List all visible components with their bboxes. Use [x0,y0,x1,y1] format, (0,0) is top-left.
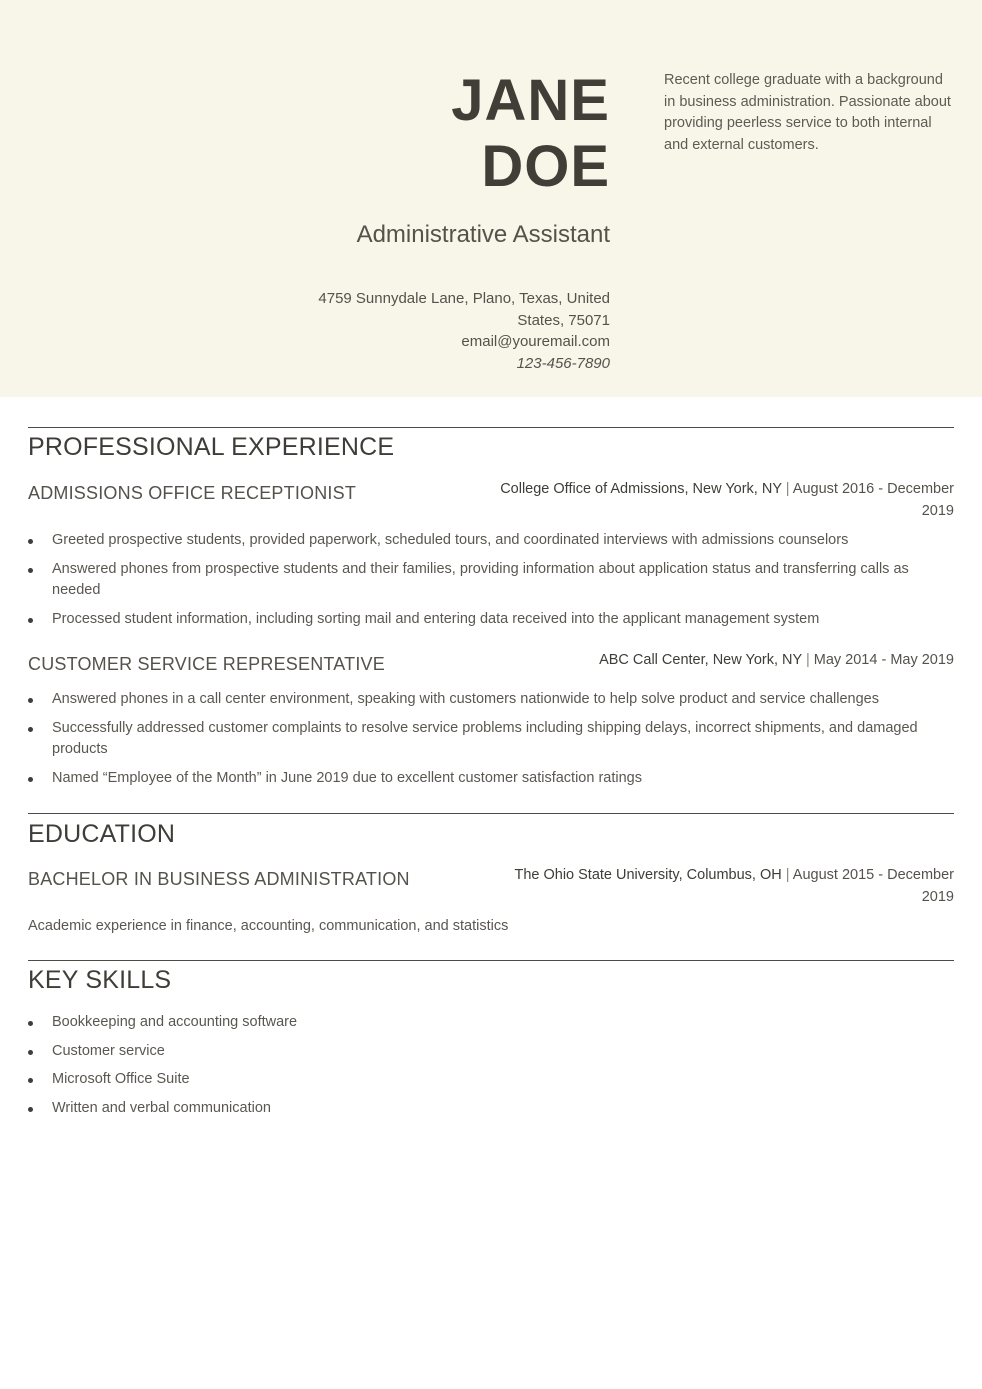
section-divider [28,813,954,814]
experience-heading: PROFESSIONAL EXPERIENCE [28,433,395,461]
job-bullets-1 [28,530,954,637]
job-title-1: ADMISSIONS OFFICE RECEPTIONIST [28,483,357,503]
list-item: Successfully addressed customer complaints to resolve service problems including shipping delays, incorrect shipments, and damaged products [28,718,954,761]
list-item: Named “Employee of the Month” in June 2019 due to excellent customer satisfaction ratings [28,768,954,790]
phone: 123-456-7890 [516,354,610,372]
meta-separator: | [785,867,790,883]
job-place-1: College Office of Admissions, New York, NY [500,481,782,497]
meta-separator: | [805,652,810,668]
job-dates-1: August 2016 - December 2019 [792,481,954,519]
job-bullets-2 [28,689,954,796]
list-item: Answered phones in a call center environment, speaking with customers nationwide to help solve product and service challenges [28,689,954,711]
skill-item: Bookkeeping and accounting software [28,1012,954,1034]
first-name: JANE [451,68,610,133]
education-dates: August 2015 - December 2019 [792,867,954,905]
section-divider [28,427,954,428]
skill-item: Written and verbal communication [28,1098,954,1120]
education-meta [484,865,954,908]
meta-separator: | [785,481,790,497]
contact-info [210,288,610,374]
section-divider [28,960,954,961]
list-item: Greeted prospective students, provided paperwork, scheduled tours, and coordinated interviews with admissions counselors [28,530,954,552]
list-item: Processed student information, including sorting mail and entering data received into the applicant management system [28,609,954,631]
job-place-2: ABC Call Center, New York, NY [599,652,802,668]
skill-item: Customer service [28,1041,954,1063]
resume-header [0,0,982,397]
education-heading: EDUCATION [28,820,176,848]
skills-heading: KEY SKILLS [28,966,172,994]
list-item: Answered phones from prospective students and their families, providing information about application status and transferring calls as needed [28,559,954,602]
job-title-2: CUSTOMER SERVICE REPRESENTATIVE [28,654,385,674]
address: 4759 Sunnydale Lane, Plano, Texas, United States, 75071 [318,290,610,329]
summary: Recent college graduate with a background in business administration. Passionate about providing peerless service to both internal and external customers. [664,72,951,153]
job-title: Administrative Assistant [356,221,610,248]
school-place: The Ohio State University, Columbus, OH [514,867,782,883]
job-meta-1 [484,479,954,522]
email: email@youremail.com [461,333,610,350]
education-description: Academic experience in finance, accounting, communication, and statistics [28,918,509,934]
job-meta-2 [484,650,954,672]
degree-title: BACHELOR IN BUSINESS ADMINISTRATION [28,869,410,889]
last-name: DOE [481,134,610,199]
skills-list [28,1012,954,1126]
name-block [210,68,610,374]
skill-item: Microsoft Office Suite [28,1069,954,1091]
job-dates-2: May 2014 - May 2019 [813,652,954,668]
